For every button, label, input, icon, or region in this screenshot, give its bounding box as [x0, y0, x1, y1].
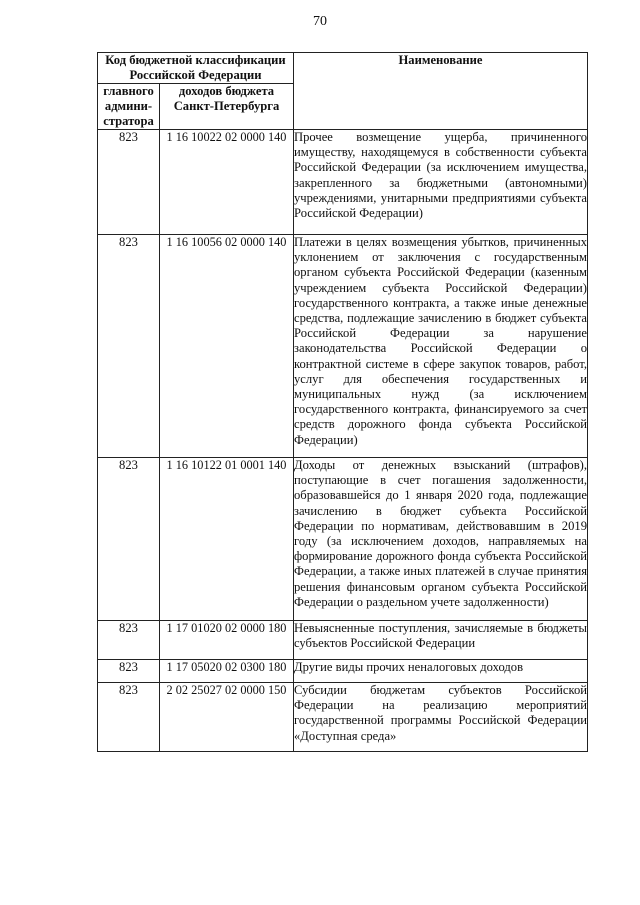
budget-classification-table — [97, 52, 588, 752]
income-name-cell: Другие виды прочих неналоговых доходов — [294, 660, 588, 683]
header-admin-line: стратора — [103, 114, 154, 128]
table-row — [98, 683, 588, 752]
income-code-cell: 2 02 25027 02 0000 150 — [160, 683, 294, 752]
admin-code-cell: 823 — [98, 235, 160, 458]
header-row-top — [98, 53, 588, 84]
table-row — [98, 660, 588, 683]
admin-code-cell: 823 — [98, 130, 160, 235]
income-code-cell: 1 16 10056 02 0000 140 — [160, 235, 294, 458]
admin-code-cell: 823 — [98, 621, 160, 660]
header-code-line: доходов бюджета — [178, 84, 275, 98]
income-name-cell: Субсидии бюджетам субъектов Российской Федерации на реализацию мероприятий государственной программы Российской Федерации «Доступная среда» — [294, 683, 588, 752]
income-name-cell: Доходы от денежных взысканий (штрафов), поступающие в счет погашения задолженности, образовавшейся до 1 января 2020 года, подлежащие зачислению в бюджет субъекта Российской Федерации по нормативам, действовавшим в 2019 году (за исключением доходов, направляемых на формирование дорожного фонда субъекта Российской Федерации, а также иных платежей в случае принятия решения финансовым органом субъекта Российской Федерации о раздельном учете задолженности) — [294, 458, 588, 621]
income-name-cell: Невыясненные поступления, зачисляемые в бюджеты субъектов Российской Федерации — [294, 621, 588, 660]
table-row — [98, 458, 588, 621]
table-row — [98, 621, 588, 660]
header-admin — [98, 84, 160, 130]
page-number: 70 — [313, 14, 327, 29]
admin-code-cell: 823 — [98, 458, 160, 621]
table-row — [98, 130, 588, 235]
header-income-code — [160, 84, 294, 130]
income-name-cell: Платежи в целях возмещения убытков, причиненных уклонением от заключения с государственным органом субъекта Российской Федерации (казенным учреждением субъекта Российской Федерации) государственного контракта, а также иные денежные средства, подлежащие зачислению в бюджет субъекта Российской Федерации за нарушение законодательства Российской Федерации о контрактной системе в сфере закупок товаров, работ, услуг для обеспечения государственных и муниципальных нужд (за исключением государственного контракта, финансируемого за счет средств дорожного фонда субъекта Российской Федерации) — [294, 235, 588, 458]
admin-code-cell: 823 — [98, 660, 160, 683]
header-admin-line: главного — [103, 84, 154, 98]
income-code-cell: 1 17 01020 02 0000 180 — [160, 621, 294, 660]
admin-code-cell: 823 — [98, 683, 160, 752]
header-name: Наименование — [294, 53, 588, 130]
header-code-line: Санкт-Петербурга — [173, 99, 280, 113]
header-kbk-group: Код бюджетной классификации Российской Федерации — [98, 53, 294, 84]
header-admin-line: админи- — [104, 99, 153, 113]
income-code-cell: 1 16 10122 01 0001 140 — [160, 458, 294, 621]
income-name-cell: Прочее возмещение ущерба, причиненного имуществу, находящемуся в собственности субъекта Российской Федерации (за исключением имущества, закрепленного за бюджетными (автономными) учреждениями, унитарными предприятиями субъекта Российской Федерации) — [294, 130, 588, 235]
income-code-cell: 1 16 10022 02 0000 140 — [160, 130, 294, 235]
income-code-cell: 1 17 05020 02 0300 180 — [160, 660, 294, 683]
table-row — [98, 235, 588, 458]
